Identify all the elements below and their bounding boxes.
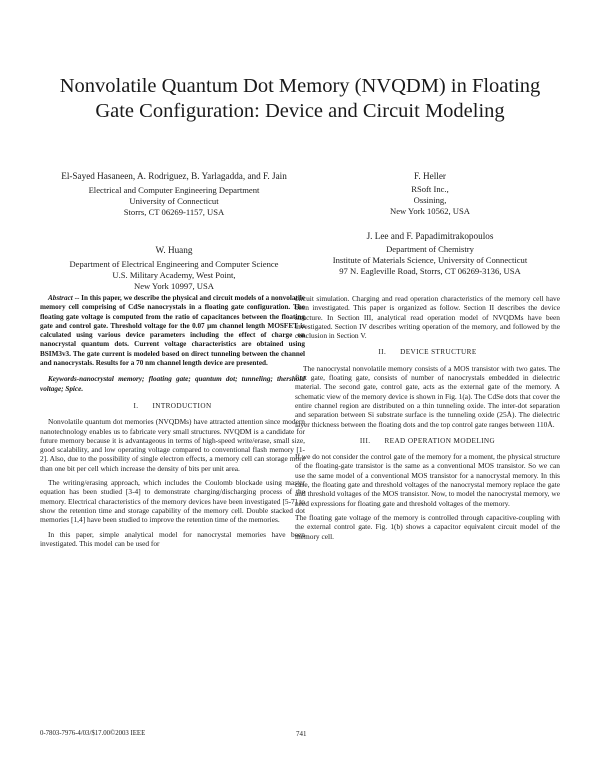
read-paragraph-2: The floating gate voltage of the memory is controlled through capacitive-coupling with the external control gate. Fig. 1(b) shows a capacitor equivalent circuit model of the memory cell. <box>295 512 560 541</box>
read-paragraph-1: If we do not consider the control gate of the memory for a moment, the physical structure of the floating-gate transistor is the same as a conventional MOS transistor. So we can use the same model of a conventional MOS transistor for a nanocrystal memory. In this case, the floating gate and threshold voltages of the nanocrystal memory replace the gate and threshold voltages of the MOS transistor. Now, to model the nanocrystal memory, we need expressions for floating gate and threshold voltages of the memory. <box>295 452 560 508</box>
author-block-2 <box>40 244 308 292</box>
author-city: Ossining, <box>413 195 447 205</box>
section-heading-device-structure <box>295 348 560 357</box>
keywords: Keywords-nanocrystal memory; floating gate; quantum dot; tunneling; thershold voltage; Spice. <box>40 375 305 393</box>
author-block-4 <box>300 230 560 277</box>
author-addr: Storrs, CT 06269-1157, USA <box>123 207 225 217</box>
section-heading-read-operation <box>295 437 560 446</box>
right-column <box>295 294 560 546</box>
section-title: DEVICE STRUCTURE <box>400 348 477 357</box>
author-dept: Department of Chemistry <box>386 244 474 254</box>
author-addr: New York 10562, USA <box>390 206 470 216</box>
abstract <box>40 294 305 368</box>
author-univ: U.S. Military Academy, West Point, <box>112 270 236 280</box>
intro-paragraph-3: In this paper, simple analytical model for nanocrystal memories have been investigated. This model can be used for <box>40 529 305 548</box>
paper-title: Nonvolatile Quantum Dot Memory (NVQDM) in Floating Gate Configuration: Device and Circuit Modeling <box>59 75 541 122</box>
section-title: READ OPERATION MODELING <box>384 436 496 445</box>
author-inst: Institute of Materials Science, University of Connecticut <box>332 255 528 265</box>
device-paragraph: The nanocrystal nonvolatile memory consists of a MOS transistor with two gates. The first gate, floating gate, consists of number of nanocrystals embedded in dielectric material. The second gate, control gate, acts as the external gate of the memory. A schematic view of the memory device is shown in Fig. 1(a). The CdSe dots that cover the entire channel region are distributed on a thin tunneling oxide. The inter-dot separation and separation between Si substrate surface is the tunneling oxide (25Å). The dielectric layer thickness between the floating dots and the top control gate ranges between 110Å. <box>295 363 560 429</box>
author-block-3 <box>300 170 560 217</box>
author-dept: Electrical and Computer Engineering Department <box>88 185 260 195</box>
abstract-text: -- In this paper, we describe the physical and circuit models of a nonvolatile memory cell comprising of CdSe nanocrystals in a floating gate configuration. The floating gate voltage is computed from the ratio of capacitances between the floating gate and control gate. Threshold voltage for the 0.07 μm channel length MOSFET is calculated using various device parameters including the effect of charge on nanocrystal quantum dots. Current voltage characteristics are obtained using BSIM3v3. The gate current is modeled based on direct tunneling between the channel and nanocrystals. Results for a 70 nm channel length device are presented. <box>40 294 305 368</box>
author-names: El-Sayed Hasaneen, A. Rodriguez, B. Yarlagadda, and F. Jain <box>61 171 287 181</box>
author-addr: 97 N. Eagleville Road, Storrs, CT 06269-3136, USA <box>339 266 521 276</box>
intro-paragraph-4: circuit simulation. Charging and read operation characteristics of the memory cell have been investigated. This paper is organized as follow. Section II describes the device structure. In Section III, analytical read operation model of NVQDMs have been investigated. Section IV describes writing operation of the memory, and followed by the conclusion in Section V. <box>295 294 560 341</box>
author-univ: University of Connecticut <box>129 196 219 206</box>
section-heading-introduction <box>40 402 305 411</box>
author-org: RSoft Inc., <box>411 184 449 194</box>
author-addr: New York 10997, USA <box>134 281 214 291</box>
section-title: INTRODUCTION <box>152 401 212 410</box>
left-column <box>40 294 305 553</box>
author-names: F. Heller <box>414 171 446 181</box>
author-dept: Department of Electrical Engineering and Computer Science <box>69 259 279 269</box>
page-number: 741 <box>296 730 307 738</box>
intro-paragraph-2: The writing/erasing approach, which includes the Coulomb blockade using master equation has been studied [3-4] to demonstrate charging/discharging process of the memory. Electrical characteristics of the memory devices have been investigated [5-7] to show the retention time and storage capability of the memory cell. Double stacked dot memories [1,4] have been studied to improve the retention time of the memories. <box>40 478 305 525</box>
section-number: II. <box>378 348 387 357</box>
author-names: J. Lee and F. Papadimitrakopoulos <box>366 231 494 241</box>
copyright-notice: 0-7803-7976-4/03/$17.00©2003 IEEE <box>40 730 146 737</box>
section-number: III. <box>359 436 371 445</box>
author-block-1 <box>40 170 308 218</box>
section-number: I. <box>133 401 139 410</box>
abstract-label: Abstract <box>48 294 73 302</box>
intro-paragraph-1: Nonvolatile quantum dot memories (NVQDMs) have attracted attention since modern nanotechnology enables us to fabricate very small structures. NVQDM is a candidate for future memory because it is advantageous in terms of high-speed write/erase, small size, good scalability, and low operating voltage compared to conventional flash memory [1-2]. Also, due to the possibility of single electron effects, a memory cell can storage more than one bit per cell which increase the density of bits per unit area. <box>40 417 305 473</box>
author-names: W. Huang <box>155 245 193 255</box>
